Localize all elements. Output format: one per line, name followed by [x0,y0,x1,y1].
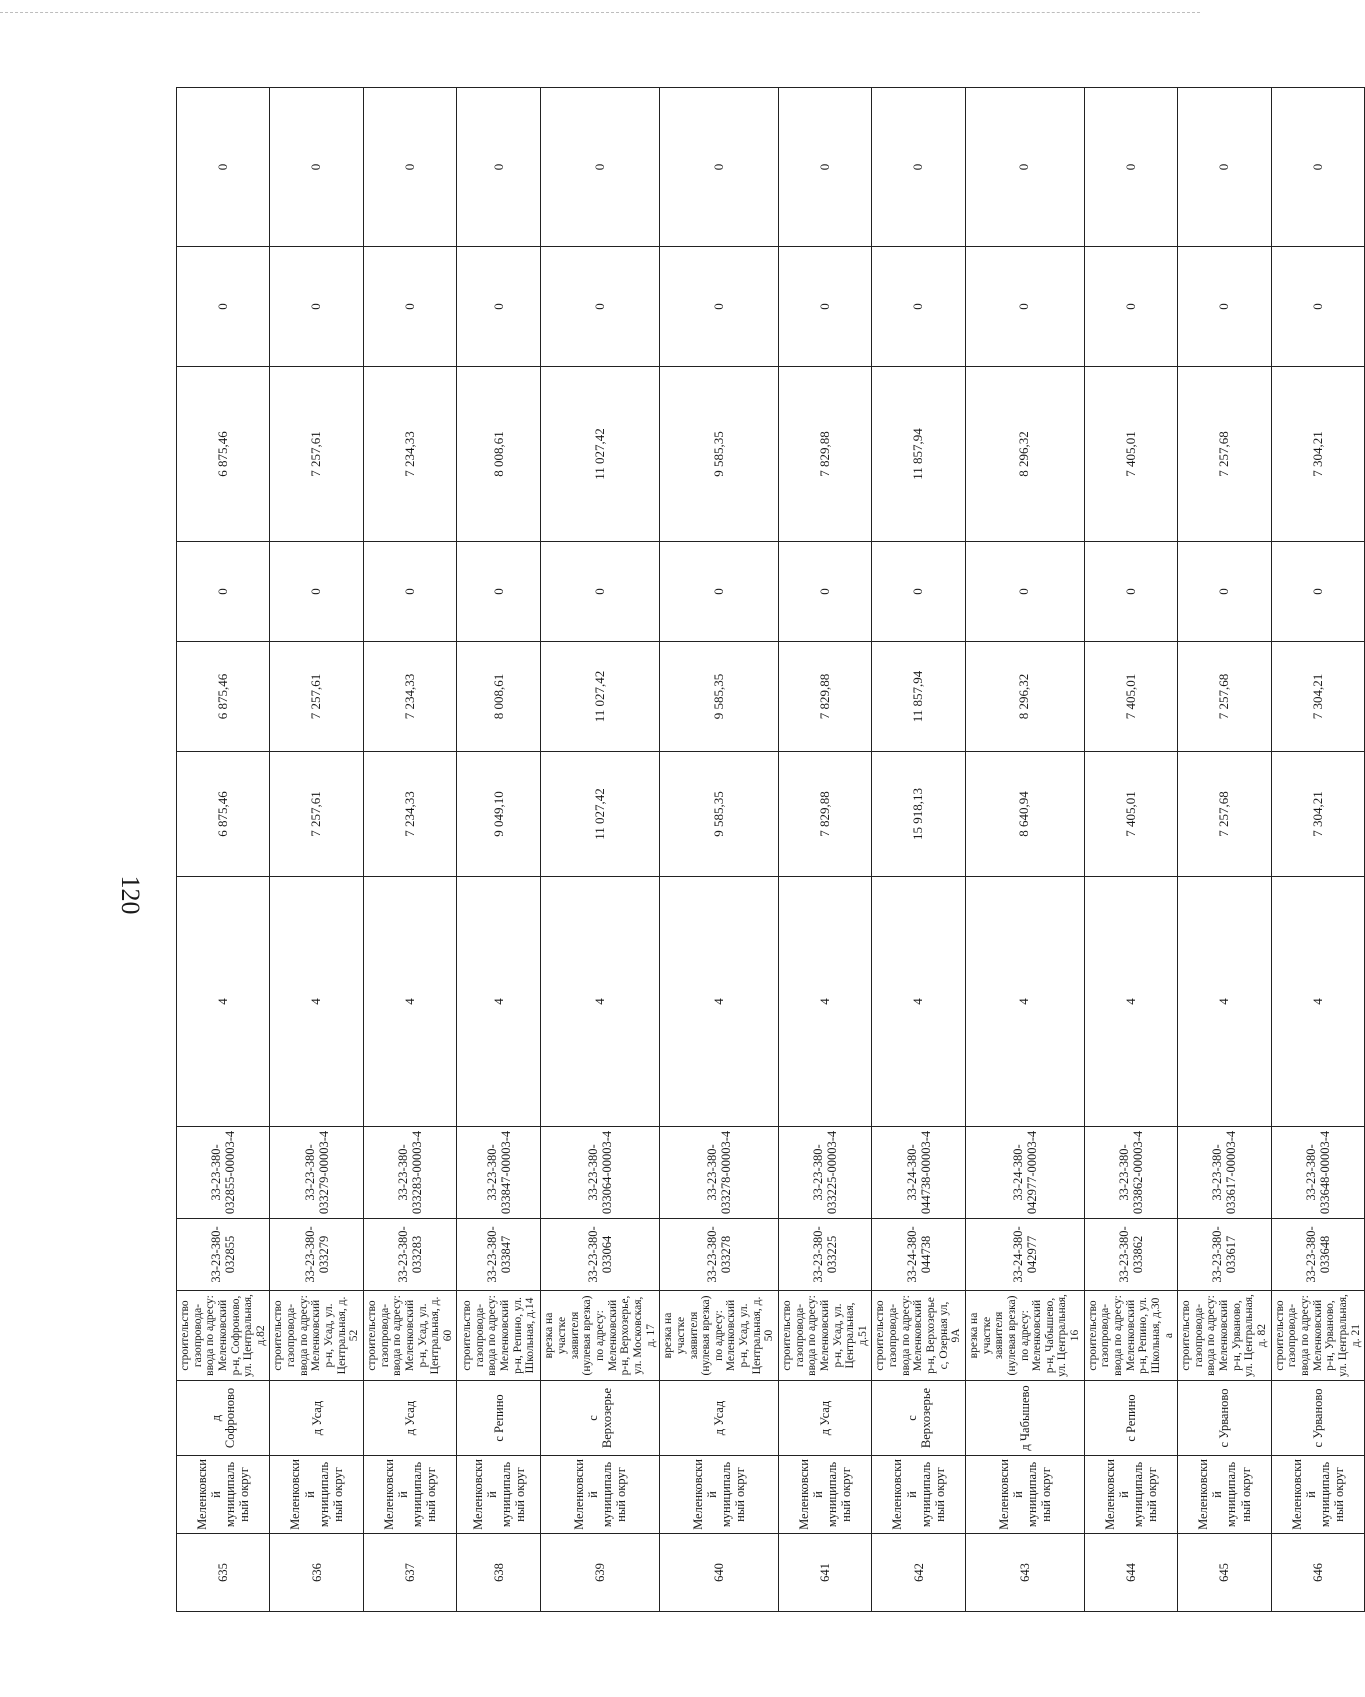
okrug-cell: Меленковский муниципальный округ [177,1456,270,1534]
row-number: 641 [778,1534,871,1612]
value-extra2-cell: 0 [270,88,363,247]
application-code-cell: 33-23-380-032855-00003-4 [177,1127,270,1219]
value-final-cell: 8 296,32 [965,367,1084,542]
okrug-cell: Меленковский муниципальный округ [1178,1456,1271,1534]
value-extra2-cell: 0 [363,88,456,247]
value-extra2-cell: 0 [965,88,1084,247]
place-cell: д Чабышево [965,1381,1084,1456]
quantity-cell: 4 [177,877,270,1127]
value-extra-cell: 0 [270,247,363,367]
application-code-cell: 33-23-380-033862-00003-4 [1084,1127,1177,1219]
value-final-cell: 11 857,94 [872,367,965,542]
table-body [177,88,1365,1612]
work-description-cell: строительство газопровода-ввода по адресу: Меленковский р-н, Верхозерье с, Озерная ул, 9А [872,1291,965,1381]
value-approved-cell: 11 857,94 [872,642,965,752]
value-zero-cell: 0 [541,542,660,642]
row-number: 643 [965,1534,1084,1612]
value-final-cell: 7 304,21 [1271,367,1364,542]
row-number: 637 [363,1534,456,1612]
quantity-cell: 4 [660,877,779,1127]
value-zero-cell: 0 [363,542,456,642]
okrug-cell: Меленковский муниципальный округ [660,1456,779,1534]
application-code-cell: 33-23-380-033847-00003-4 [457,1127,541,1219]
value-zero-cell: 0 [965,542,1084,642]
value-zero-cell: 0 [270,542,363,642]
value-approved-cell: 8 296,32 [965,642,1084,752]
quantity-cell: 4 [1271,877,1364,1127]
application-code-cell: 33-23-380-033283-00003-4 [363,1127,456,1219]
value-approved-cell: 7 405,01 [1084,642,1177,752]
value-approved-cell: 11 027,42 [541,642,660,752]
cadastral-code-cell: 33-23-380-033648 [1271,1219,1364,1291]
value-total-cell: 7 257,68 [1178,752,1271,877]
okrug-cell: Меленковский муниципальный округ [1271,1456,1364,1534]
value-extra2-cell: 0 [457,88,541,247]
value-extra-cell: 0 [1178,247,1271,367]
value-extra-cell: 0 [872,247,965,367]
okrug-cell: Меленковский муниципальный округ [1084,1456,1177,1534]
cadastral-code-cell: 33-23-380-033847 [457,1219,541,1291]
application-code-cell: 33-23-380-033648-00003-4 [1271,1127,1364,1219]
table-row [872,88,965,1612]
value-approved-cell: 7 257,61 [270,642,363,752]
place-cell: д Софроново [177,1381,270,1456]
quantity-cell: 4 [1084,877,1177,1127]
value-extra2-cell: 0 [1178,88,1271,247]
table-row [363,88,456,1612]
work-description-cell: строительство газопровода-ввода по адресу: Меленковский р-н, Усад, ул. Центральная, д. 52 [270,1291,363,1381]
row-number: 640 [660,1534,779,1612]
row-number: 645 [1178,1534,1271,1612]
value-total-cell: 8 640,94 [965,752,1084,877]
value-total-cell: 7 304,21 [1271,752,1364,877]
cadastral-code-cell: 33-23-380-033862 [1084,1219,1177,1291]
place-cell: с Урваново [1178,1381,1271,1456]
value-extra-cell: 0 [1271,247,1364,367]
quantity-cell: 4 [1178,877,1271,1127]
row-number: 644 [1084,1534,1177,1612]
application-code-cell: 33-23-380-033225-00003-4 [778,1127,871,1219]
value-final-cell: 9 585,35 [660,367,779,542]
table-row [1271,88,1364,1612]
place-cell: с Репино [1084,1381,1177,1456]
place-cell: д Усад [270,1381,363,1456]
value-total-cell: 7 257,61 [270,752,363,877]
row-number: 635 [177,1534,270,1612]
value-extra2-cell: 0 [541,88,660,247]
value-total-cell: 6 875,46 [177,752,270,877]
value-zero-cell: 0 [872,542,965,642]
table-row [177,88,270,1612]
value-approved-cell: 6 875,46 [177,642,270,752]
value-final-cell: 7 257,68 [1178,367,1271,542]
cadastral-code-cell: 33-23-380-033278 [660,1219,779,1291]
place-cell: с Верхозерье [872,1381,965,1456]
value-total-cell: 11 027,42 [541,752,660,877]
value-approved-cell: 8 008,61 [457,642,541,752]
value-zero-cell: 0 [660,542,779,642]
cadastral-code-cell: 33-23-380-033617 [1178,1219,1271,1291]
value-extra2-cell: 0 [872,88,965,247]
quantity-cell: 4 [457,877,541,1127]
value-extra-cell: 0 [660,247,779,367]
value-extra2-cell: 0 [660,88,779,247]
row-number: 642 [872,1534,965,1612]
cadastral-code-cell: 33-23-380-032855 [177,1219,270,1291]
okrug-cell: Меленковский муниципальный округ [965,1456,1084,1534]
application-code-cell: 33-23-380-033279-00003-4 [270,1127,363,1219]
cadastral-code-cell: 33-23-380-033279 [270,1219,363,1291]
data-table [176,87,1365,1612]
cadastral-code-cell: 33-24-380-042977 [965,1219,1084,1291]
application-code-cell: 33-23-380-033064-00003-4 [541,1127,660,1219]
table-row [1178,88,1271,1612]
quantity-cell: 4 [965,877,1084,1127]
quantity-cell: 4 [872,877,965,1127]
value-total-cell: 9 049,10 [457,752,541,877]
value-approved-cell: 7 234,33 [363,642,456,752]
value-extra-cell: 0 [541,247,660,367]
place-cell: д Усад [363,1381,456,1456]
okrug-cell: Меленковский муниципальный округ [363,1456,456,1534]
application-code-cell: 33-24-380-044738-00003-4 [872,1127,965,1219]
cadastral-code-cell: 33-23-380-033283 [363,1219,456,1291]
value-extra2-cell: 0 [1271,88,1364,247]
row-number: 636 [270,1534,363,1612]
cadastral-code-cell: 33-23-380-033225 [778,1219,871,1291]
value-zero-cell: 0 [457,542,541,642]
page-number: 120 [116,875,145,915]
value-extra-cell: 0 [363,247,456,367]
value-extra-cell: 0 [457,247,541,367]
table-row [965,88,1084,1612]
rotated-table-wrapper [176,88,1362,1612]
value-zero-cell: 0 [1178,542,1271,642]
quantity-cell: 4 [778,877,871,1127]
value-total-cell: 7 405,01 [1084,752,1177,877]
value-zero-cell: 0 [778,542,871,642]
scan-artifact-line [0,12,1200,13]
okrug-cell: Меленковский муниципальный округ [778,1456,871,1534]
value-final-cell: 6 875,46 [177,367,270,542]
work-description-cell: строительство газопровода-ввода по адресу: Меленковский р-н, Репино, ул. Школьная, д.30 а [1084,1291,1177,1381]
value-final-cell: 7 257,61 [270,367,363,542]
value-approved-cell: 7 829,88 [778,642,871,752]
work-description-cell: врезка на участке заявителя (нулевая врезка) по адресу: Меленковский р-н, Верхозерье, ул. Московская, д. 17 [541,1291,660,1381]
cadastral-code-cell: 33-24-380-044738 [872,1219,965,1291]
value-extra-cell: 0 [965,247,1084,367]
value-approved-cell: 9 585,35 [660,642,779,752]
place-cell: д Усад [778,1381,871,1456]
value-final-cell: 8 008,61 [457,367,541,542]
value-extra-cell: 0 [1084,247,1177,367]
value-zero-cell: 0 [177,542,270,642]
table-row [541,88,660,1612]
okrug-cell: Меленковский муниципальный округ [541,1456,660,1534]
work-description-cell: строительство газопровода-ввода по адресу: Меленковский р-н, Софроново, ул. Центральная, д.82 [177,1291,270,1381]
value-final-cell: 11 027,42 [541,367,660,542]
application-code-cell: 33-24-380-042977-00003-4 [965,1127,1084,1219]
value-final-cell: 7 405,01 [1084,367,1177,542]
row-number: 639 [541,1534,660,1612]
application-code-cell: 33-23-380-033617-00003-4 [1178,1127,1271,1219]
place-cell: с Урваново [1271,1381,1364,1456]
okrug-cell: Меленковский муниципальный округ [457,1456,541,1534]
value-zero-cell: 0 [1271,542,1364,642]
okrug-cell: Меленковский муниципальный округ [270,1456,363,1534]
work-description-cell: строительство газопровода-ввода по адресу: Меленковский р-н, Урваново, ул. Центральная, д. 82 [1178,1291,1271,1381]
place-cell: с Верхозерье [541,1381,660,1456]
cadastral-code-cell: 33-23-380-033064 [541,1219,660,1291]
table-row [778,88,871,1612]
work-description-cell: строительство газопровода-ввода по адресу: Меленковский р-н, Репино, ул. Школьная, д.14 [457,1291,541,1381]
row-number: 638 [457,1534,541,1612]
application-code-cell: 33-23-380-033278-00003-4 [660,1127,779,1219]
work-description-cell: врезка на участке заявителя (нулевая врезка) по адресу: Меленковский р-н, Чабышево, ул. Центральная, 16 [965,1291,1084,1381]
value-approved-cell: 7 304,21 [1271,642,1364,752]
okrug-cell: Меленковский муниципальный округ [872,1456,965,1534]
table-row [270,88,363,1612]
value-extra2-cell: 0 [177,88,270,247]
work-description-cell: строительство газопровода-ввода по адресу: Меленковский р-н, Урваново, ул. Центральная, д. 21 [1271,1291,1364,1381]
value-extra2-cell: 0 [1084,88,1177,247]
value-approved-cell: 7 257,68 [1178,642,1271,752]
work-description-cell: строительство газопровода-ввода по адресу: Меленковский р-н, Усад, ул. Центральная, д. 60 [363,1291,456,1381]
quantity-cell: 4 [270,877,363,1127]
row-number: 646 [1271,1534,1364,1612]
place-cell: с Репино [457,1381,541,1456]
value-extra2-cell: 0 [778,88,871,247]
value-zero-cell: 0 [1084,542,1177,642]
value-total-cell: 7 234,33 [363,752,456,877]
value-final-cell: 7 234,33 [363,367,456,542]
value-extra-cell: 0 [177,247,270,367]
quantity-cell: 4 [541,877,660,1127]
table-row [660,88,779,1612]
value-extra-cell: 0 [778,247,871,367]
work-description-cell: врезка на участке заявителя (нулевая врезка) по адресу: Меленковский р-н, Усад, ул. Центральная, д. 50 [660,1291,779,1381]
table-row [1084,88,1177,1612]
value-total-cell: 9 585,35 [660,752,779,877]
work-description-cell: строительство газопровода-ввода по адресу: Меленковский р-н, Усад, ул. Центральная, д.51 [778,1291,871,1381]
value-final-cell: 7 829,88 [778,367,871,542]
table-row [457,88,541,1612]
place-cell: д Усад [660,1381,779,1456]
value-total-cell: 15 918,13 [872,752,965,877]
quantity-cell: 4 [363,877,456,1127]
value-total-cell: 7 829,88 [778,752,871,877]
